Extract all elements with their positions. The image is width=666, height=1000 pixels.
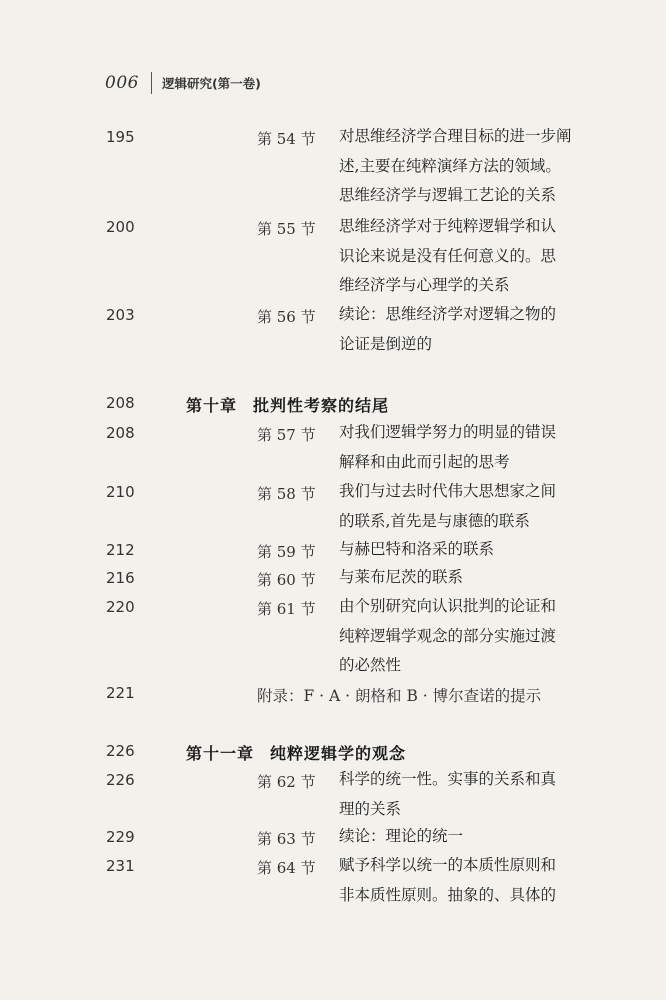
entry-title <box>339 122 601 211</box>
title-line: 与赫巴特和洛采的联系 <box>339 540 495 558</box>
entry-title <box>339 418 601 477</box>
entry-section: 第 64 节 <box>257 859 316 877</box>
entry-section: 第 57 节 <box>257 426 316 444</box>
chapter-name: 批判性考察的结尾 <box>253 396 390 415</box>
entry-page: 212 <box>106 541 135 559</box>
entry-title <box>339 535 601 565</box>
title-line: 赋予科学以统一的本质性原则和 <box>339 856 557 874</box>
chapter-title <box>186 393 389 416</box>
title-line: 论证是倒逆的 <box>339 334 433 353</box>
entry-page: 195 <box>106 128 135 146</box>
entry-section: 第 61 节 <box>257 600 316 618</box>
entry-page: 203 <box>106 306 135 324</box>
entry-title <box>339 851 601 910</box>
title-line: 续论：理论的统一 <box>339 827 464 845</box>
entry-section: 第 62 节 <box>257 773 316 791</box>
entry-title <box>339 563 601 593</box>
title-line: 的必然性 <box>339 656 402 674</box>
chapter-page: 226 <box>106 742 135 760</box>
chapter-name: 纯粹逻辑学的观念 <box>270 744 407 763</box>
entry-title <box>339 765 601 824</box>
title-line: 对我们逻辑学努力的明显的错误 <box>339 423 557 441</box>
title-line: 的联系,首先是与康德的联系 <box>339 511 530 530</box>
chapter-page: 208 <box>106 394 135 412</box>
entry-page: 220 <box>106 598 135 616</box>
entry-page: 229 <box>106 828 135 846</box>
appendix-title: 附录：F · A · 朗格和 B · 博尔查诺的提示 <box>257 687 542 705</box>
entry-title <box>339 592 601 681</box>
entry-section: 第 63 节 <box>257 830 316 848</box>
header-divider <box>151 72 152 94</box>
entry-section: 第 54 节 <box>257 130 316 148</box>
chapter-label: 第十一章 <box>186 744 255 763</box>
title-line: 非本质性原则。抽象的、具体的 <box>339 885 557 904</box>
entry-title <box>339 300 601 359</box>
title-line: 述,主要在纯粹演绎方法的领域。 <box>339 156 561 175</box>
entry-section: 第 59 节 <box>257 543 316 561</box>
book-title: 逻辑研究(第一卷) <box>161 76 261 91</box>
entry-section: 第 58 节 <box>257 485 316 503</box>
page-number: 006 <box>105 73 139 93</box>
chapter-title <box>186 741 406 764</box>
entry-page: 200 <box>106 218 135 236</box>
title-line: 续论：思维经济学对逻辑之物的 <box>339 305 557 323</box>
entry-page: 231 <box>106 857 135 875</box>
title-line: 对思维经济学合理目标的进一步阐 <box>339 127 572 145</box>
entry-section: 第 56 节 <box>257 308 316 326</box>
title-line: 维经济学与心理学的关系 <box>339 276 510 294</box>
entry-page: 208 <box>106 424 135 442</box>
entry-section: 第 55 节 <box>257 220 316 238</box>
title-line: 纯粹逻辑学观念的部分实施过渡 <box>339 626 557 645</box>
entry-title <box>339 822 601 852</box>
title-line: 思维经济学与逻辑工艺论的关系 <box>339 186 557 204</box>
title-line: 与莱布尼茨的联系 <box>339 568 464 586</box>
title-line: 理的关系 <box>339 799 402 818</box>
running-header <box>105 70 261 96</box>
title-line: 解释和由此而引起的思考 <box>339 452 510 471</box>
title-line: 科学的统一性。实事的关系和真 <box>339 770 557 788</box>
entry-title <box>339 212 601 301</box>
title-line: 思维经济学对于纯粹逻辑学和认 <box>339 217 557 235</box>
title-line: 识论来说是没有任何意义的。思 <box>339 246 557 265</box>
entry-page: 221 <box>106 684 135 702</box>
entry-section: 第 60 节 <box>257 571 316 589</box>
entry-page: 226 <box>106 771 135 789</box>
title-line: 我们与过去时代伟大思想家之间 <box>339 482 557 500</box>
entry-page: 216 <box>106 569 135 587</box>
entry-page: 210 <box>106 483 135 501</box>
entry-title <box>339 477 601 536</box>
title-line: 由个别研究向认识批判的论证和 <box>339 597 557 615</box>
chapter-label: 第十章 <box>186 396 238 415</box>
